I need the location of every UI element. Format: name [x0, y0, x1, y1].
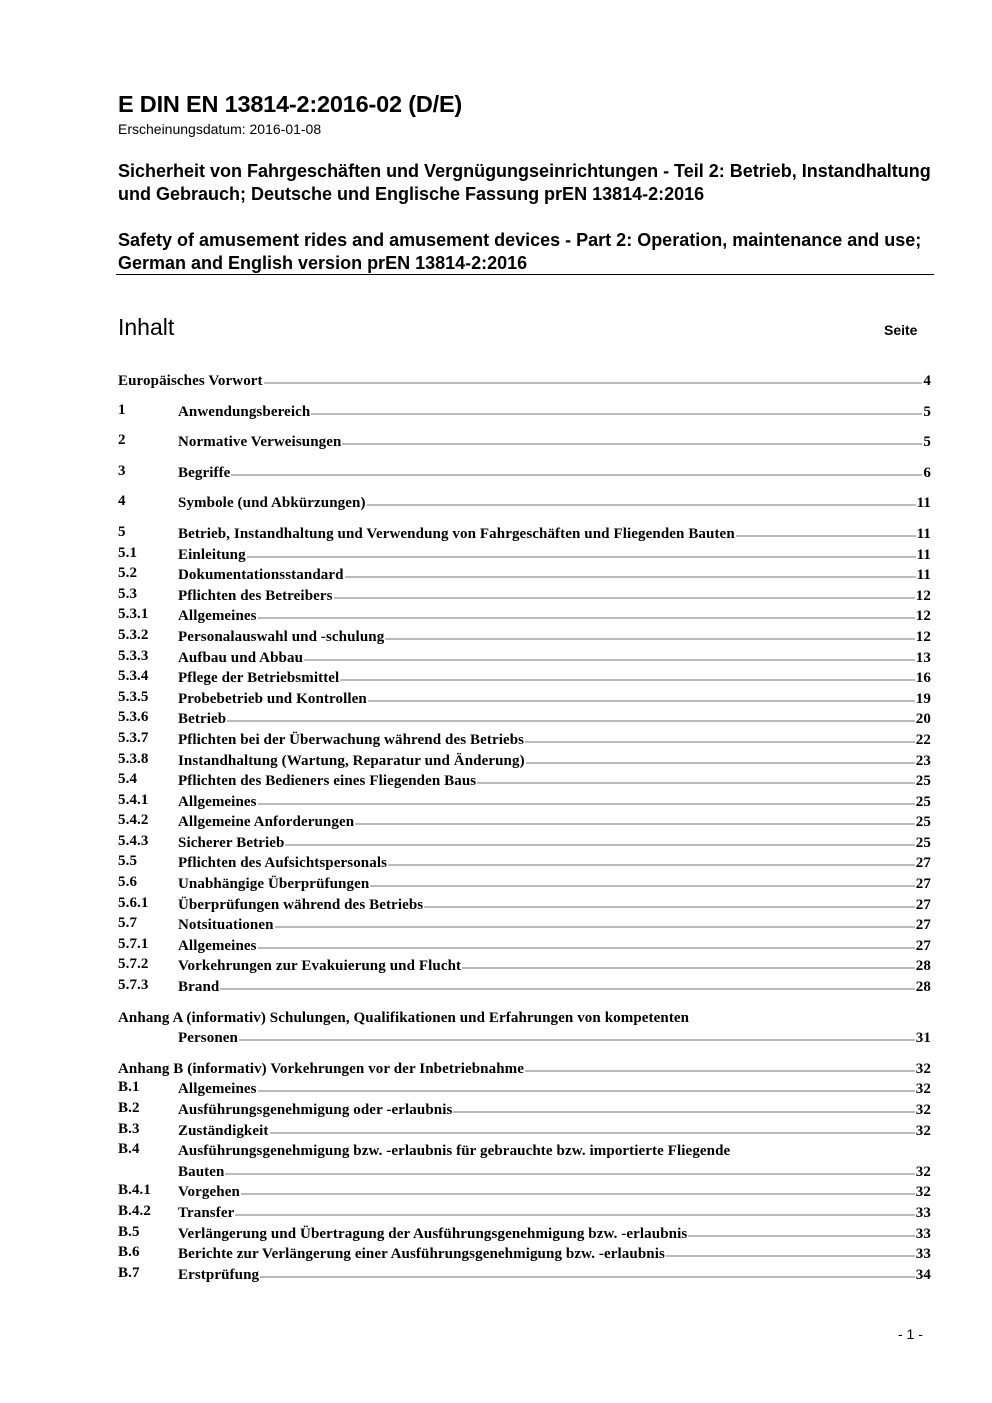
toc-entry-number: 1 — [118, 401, 126, 418]
header-divider — [116, 274, 934, 275]
toc-entry-page: 19 — [915, 690, 931, 707]
toc-entry-page: 22 — [915, 731, 931, 748]
toc-entry-title: Dokumentationsstandard — [178, 567, 344, 584]
toc-entry-number: 5.7.1 — [118, 935, 149, 952]
toc-entry[interactable] — [118, 895, 931, 916]
toc-entry[interactable] — [118, 545, 931, 566]
toc-entry[interactable] — [118, 1141, 931, 1182]
toc-entry-number: B.3 — [118, 1120, 140, 1137]
toc-entry-page: 12 — [915, 628, 931, 645]
toc-entry-page: 27 — [915, 937, 931, 954]
toc-entry-title: Probebetrieb und Kontrollen — [178, 690, 367, 707]
toc-entry-number: 5.3.2 — [118, 626, 149, 643]
toc-entry[interactable] — [118, 524, 931, 545]
toc-dot-leader — [304, 659, 915, 662]
toc-entry-title: Unabhängige Überprüfungen — [178, 876, 370, 893]
toc-entry-title: Einleitung — [178, 546, 246, 563]
toc-entry-page: 32 — [915, 1122, 931, 1139]
toc-entry-number: 2 — [118, 432, 126, 449]
toc-dot-leader — [275, 926, 915, 929]
toc-entry-number: 5.7 — [118, 915, 138, 932]
toc-entry-title: Pflege der Betriebsmittel — [178, 670, 340, 687]
toc-entry-page: 33 — [915, 1204, 931, 1221]
toc-entry-title: Zuständigkeit — [178, 1122, 269, 1139]
toc-entry[interactable] — [118, 771, 931, 792]
toc-entry-title: Verlängerung und Übertragung der Ausführungsgenehmigung bzw. -erlaubnis — [178, 1225, 688, 1242]
toc-entry-number: B.7 — [118, 1264, 140, 1281]
toc-entry-number: 3 — [118, 462, 126, 479]
toc-entry-page: 25 — [915, 773, 931, 790]
toc-dot-leader — [367, 504, 916, 507]
toc-dot-leader — [311, 413, 922, 416]
toc-entry-page: 20 — [915, 711, 931, 728]
toc-entry-number: 5.3.5 — [118, 688, 149, 705]
toc-entry-number: 5.3 — [118, 585, 138, 602]
toc-entry-page: 13 — [915, 649, 931, 666]
toc-entry-page: 16 — [915, 670, 931, 687]
toc-entry-page: 11 — [916, 567, 931, 584]
toc-entry[interactable] — [118, 936, 931, 957]
toc-dot-leader — [370, 885, 915, 888]
toc-dot-leader — [525, 741, 915, 744]
toc-entry-page: 25 — [915, 834, 931, 851]
toc-dot-leader — [225, 1173, 914, 1176]
toc-entry-page: 6 — [923, 464, 931, 481]
toc-entry-title: Vorkehrungen zur Evakuierung und Flucht — [178, 958, 462, 975]
toc-dot-leader — [258, 617, 915, 620]
toc-entry[interactable] — [118, 1121, 931, 1142]
toc-entry-title: Pflichten des Bedieners eines Fliegenden Baus — [178, 773, 477, 790]
toc-entry-number: B.2 — [118, 1100, 140, 1116]
toc-entry[interactable] — [118, 1079, 931, 1100]
toc-entry-page: 4 — [923, 373, 931, 389]
toc-entry-title: Allgemeine Anforderungen — [178, 814, 355, 831]
toc-dot-leader — [258, 803, 915, 806]
toc-entry-title: Begriffe — [178, 464, 231, 481]
toc-entry-page: 28 — [915, 979, 931, 996]
toc-entry-title: Anhang A (informativ) Schulungen, Qualifikationen und Erfahrungen von kompetenten — [118, 1009, 690, 1026]
toc-entry-title: Instandhaltung (Wartung, Reparatur und Änderung) — [178, 752, 525, 769]
toc-entry-title: Pflichten bei der Überwachung während des Betriebs — [178, 731, 525, 748]
page-number: - 1 - — [898, 1326, 923, 1342]
title-english: Safety of amusement rides and amusement devices - Part 2: Operation, maintenance and use; German and English version prEN 13814-2:2016 — [118, 230, 922, 273]
toc-entry-page: 11 — [916, 525, 931, 542]
toc-entry-page: 27 — [915, 917, 931, 934]
toc-entry-page: 32 — [915, 1081, 931, 1098]
toc-entry[interactable] — [118, 606, 931, 627]
toc-entry-page: 11 — [916, 546, 931, 563]
toc-entry-title: Transfer — [178, 1204, 235, 1221]
toc-page-column-label: Seite — [884, 322, 918, 338]
toc-entry[interactable] — [118, 1100, 931, 1121]
toc-heading: Inhalt — [118, 314, 175, 340]
toc-entry-title: Berichte zur Verlängerung einer Ausführungsgenehmigung bzw. -erlaubnis — [178, 1246, 665, 1263]
toc-entry-title: Sicherer Betrieb — [178, 834, 285, 851]
toc-dot-leader — [525, 1070, 915, 1073]
toc-entry[interactable] — [118, 1265, 931, 1286]
toc-entry[interactable] — [118, 730, 931, 751]
toc-entry-number: 5 — [118, 523, 126, 540]
toc-entry-number: 5.6 — [118, 874, 138, 891]
toc-dot-leader — [477, 782, 915, 785]
toc-entry[interactable] — [118, 792, 931, 813]
toc-entry-number: 4 — [118, 493, 126, 510]
toc-dot-leader — [227, 720, 915, 723]
toc-entry-page: 32 — [915, 1060, 931, 1077]
toc-entry-number: 5.6.1 — [118, 894, 149, 911]
toc-entry-title-continued: Personen — [178, 1030, 238, 1047]
toc-entry-page: 32 — [915, 1163, 931, 1180]
toc-entry-page: 33 — [915, 1246, 931, 1263]
toc-entry-page: 5 — [923, 403, 931, 420]
toc-entry[interactable] — [118, 1008, 931, 1049]
toc-entry-page: 11 — [916, 495, 931, 512]
toc-entry-title: Allgemeines — [178, 937, 257, 954]
toc-entry-title: Allgemeines — [178, 1081, 257, 1098]
toc-entry-number: 5.4.1 — [118, 791, 149, 808]
toc-dot-leader — [355, 823, 915, 826]
toc-dot-leader — [453, 1111, 914, 1114]
toc-entry[interactable] — [118, 812, 931, 833]
toc-entry-title: Vorgehen — [178, 1184, 240, 1201]
toc-entry[interactable] — [118, 833, 931, 854]
toc-entry[interactable] — [118, 751, 931, 772]
toc-entry-page: 5 — [923, 434, 931, 451]
toc-entry[interactable] — [118, 668, 931, 689]
toc-entry-number: 5.7.2 — [118, 956, 149, 973]
toc-entry[interactable] — [118, 853, 931, 874]
toc-entry-page: 28 — [915, 958, 931, 975]
toc-entry-title: Pflichten des Aufsichtspersonals — [178, 855, 388, 872]
toc-entry-page: 25 — [915, 793, 931, 810]
toc-dot-leader — [239, 1039, 915, 1042]
toc-entry-title: Pflichten des Betreibers — [178, 587, 333, 604]
toc-entry-page: 23 — [915, 752, 931, 769]
toc-entry-title: Notsituationen — [178, 917, 274, 934]
toc-dot-leader — [260, 1276, 915, 1279]
toc-entry[interactable] — [118, 1059, 931, 1080]
toc-entry[interactable] — [118, 463, 931, 484]
table-of-contents — [118, 371, 931, 1285]
toc-dot-leader — [220, 988, 914, 991]
toc-entry[interactable] — [118, 627, 931, 648]
toc-entry[interactable] — [118, 977, 931, 998]
toc-entry[interactable] — [118, 586, 931, 607]
toc-entry-page: 34 — [915, 1266, 931, 1283]
toc-entry-title: Ausführungsgenehmigung bzw. -erlaubnis für gebrauchte bzw. importierte Fliegende — [178, 1143, 731, 1160]
toc-entry-number: 5.7.3 — [118, 977, 149, 994]
toc-entry[interactable] — [118, 402, 931, 423]
toc-entry-number: 5.4.2 — [118, 812, 149, 829]
toc-entry[interactable] — [118, 1182, 931, 1203]
toc-entry-page: 32 — [915, 1102, 931, 1118]
toc-entry-title: Erstprüfung — [178, 1266, 260, 1283]
toc-entry-number: 5.1 — [118, 544, 138, 561]
toc-entry-page: 27 — [915, 855, 931, 872]
toc-entry-page: 33 — [915, 1225, 931, 1242]
toc-dot-leader — [424, 906, 915, 909]
toc-entry-number: 5.3.1 — [118, 606, 149, 623]
toc-entry[interactable] — [118, 648, 931, 669]
toc-dot-leader — [241, 1193, 915, 1196]
toc-entry-page: 27 — [915, 876, 931, 893]
toc-entry-number: 5.4.3 — [118, 832, 149, 849]
toc-entry-title: Ausführungsgenehmigung oder -erlaubnis — [178, 1102, 453, 1118]
toc-entry-title: Betrieb — [178, 711, 227, 728]
toc-entry-title: Personalauswahl und -schulung — [178, 628, 385, 645]
toc-entry[interactable] — [118, 432, 931, 453]
toc-entry-number: 5.2 — [118, 565, 138, 582]
toc-entry-title: Europäisches Vorwort — [118, 373, 263, 389]
toc-entry-title: Betrieb, Instandhaltung und Verwendung von Fahrgeschäften und Fliegenden Bauten — [178, 525, 735, 542]
document-number: E DIN EN 13814-2:2016-02 (D/E) — [118, 91, 463, 117]
toc-dot-leader — [385, 638, 914, 641]
title-german: Sicherheit von Fahrgeschäften und Vergnügungseinrichtungen - Teil 2: Betrieb, Instandhaltung und Gebrauch; Deutsche und Englische Fassung prEN 13814-2:2016 — [118, 161, 931, 204]
toc-entry[interactable] — [118, 874, 931, 895]
toc-entry-number: B.1 — [118, 1079, 140, 1096]
toc-entry[interactable] — [118, 1203, 931, 1224]
toc-entry-number: 5.3.4 — [118, 668, 149, 685]
toc-entry-page: 25 — [915, 814, 931, 831]
toc-entry-number: 5.3.7 — [118, 729, 149, 746]
toc-entry-page: 12 — [915, 587, 931, 604]
toc-entry[interactable] — [118, 689, 931, 710]
toc-dot-leader — [334, 597, 915, 600]
toc-dot-leader — [270, 1132, 915, 1135]
toc-dot-leader — [258, 947, 915, 950]
toc-dot-leader — [247, 556, 916, 559]
toc-dot-leader — [736, 535, 916, 538]
toc-entry[interactable] — [118, 1224, 931, 1245]
toc-entry[interactable] — [118, 709, 931, 730]
toc-entry-title: Brand — [178, 979, 220, 996]
toc-entry-number: 5.4 — [118, 771, 138, 788]
toc-entry-page: 32 — [915, 1184, 931, 1201]
toc-dot-leader — [526, 762, 915, 765]
toc-entry-page: 31 — [915, 1030, 931, 1047]
toc-dot-leader — [264, 382, 923, 385]
toc-entry-number: 5.3.3 — [118, 647, 149, 664]
toc-dot-leader — [285, 844, 914, 847]
toc-entry-title: Anhang B (informativ) Vorkehrungen vor der Inbetriebnahme — [118, 1060, 525, 1077]
toc-entry-title: Normative Verweisungen — [178, 434, 342, 451]
toc-entry-number: 5.3.8 — [118, 750, 149, 767]
toc-entry-title-continued: Bauten — [178, 1163, 225, 1180]
toc-entry-page: 27 — [915, 896, 931, 913]
toc-entry-number: B.5 — [118, 1223, 140, 1240]
toc-dot-leader — [666, 1255, 915, 1258]
toc-dot-leader — [368, 700, 915, 703]
toc-dot-leader — [340, 679, 914, 682]
toc-entry-number: B.4 — [118, 1141, 140, 1158]
toc-entry-number: B.4.1 — [118, 1182, 152, 1199]
toc-entry-number: B.4.2 — [118, 1202, 152, 1219]
toc-entry[interactable] — [118, 915, 931, 936]
toc-entry[interactable] — [118, 1244, 931, 1265]
toc-entry-page: 12 — [915, 608, 931, 625]
toc-dot-leader — [688, 1235, 915, 1238]
toc-dot-leader — [235, 1214, 914, 1217]
toc-entry-title: Aufbau und Abbau — [178, 649, 304, 666]
toc-entry[interactable] — [118, 493, 931, 514]
toc-entry-title: Allgemeines — [178, 608, 257, 625]
toc-entry-title: Allgemeines — [178, 793, 257, 810]
toc-dot-leader — [231, 474, 922, 477]
toc-entry-number: 5.5 — [118, 853, 138, 870]
toc-entry-number: 5.3.6 — [118, 709, 149, 726]
toc-dot-leader — [388, 864, 915, 867]
toc-entry-title: Überprüfungen während des Betriebs — [178, 896, 424, 913]
toc-dot-leader — [462, 967, 915, 970]
toc-entry-title: Symbole (und Abkürzungen) — [178, 495, 366, 512]
toc-entry[interactable] — [118, 371, 931, 392]
toc-dot-leader — [258, 1090, 915, 1093]
toc-entry-number: B.6 — [118, 1244, 140, 1261]
toc-dot-leader — [345, 576, 916, 579]
toc-dot-leader — [342, 443, 922, 446]
toc-entry-title: Anwendungsbereich — [178, 403, 311, 420]
publication-date: Erscheinungsdatum: 2016-01-08 — [118, 121, 322, 137]
toc-entry[interactable] — [118, 956, 931, 977]
toc-entry[interactable] — [118, 565, 931, 586]
